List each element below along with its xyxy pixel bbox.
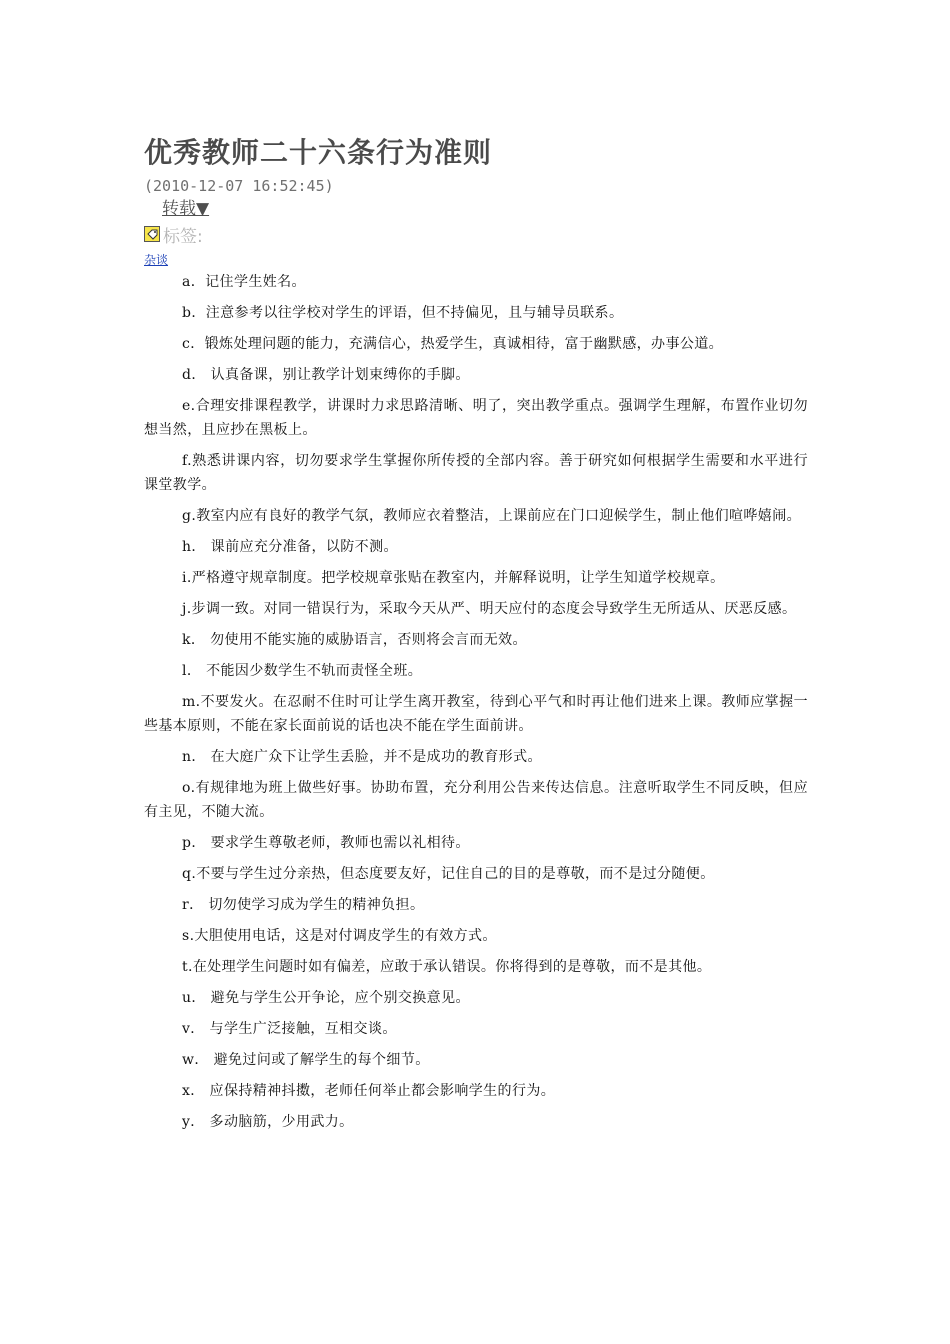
rule-item: l． 不能因少数学生不轨而责怪全班。 xyxy=(182,663,423,679)
tag-row xyxy=(144,223,808,245)
rule-item: f.熟悉讲课内容，切勿要求学生掌握你所传授的全部内容。善于研究如何根据学生需要和水平进行课堂教学。 xyxy=(144,453,808,493)
rule-item: n． 在大庭广众下让学生丢脸，并不是成功的教育形式。 xyxy=(182,749,542,765)
rules-list xyxy=(144,270,808,1134)
rule-item: w． 避免过问或了解学生的每个细节。 xyxy=(182,1052,430,1068)
rule-item: t.在处理学生问题时如有偏差，应敢于承认错误。你将得到的是尊敬，而不是其他。 xyxy=(182,959,712,975)
rule-item: e.合理安排课程教学，讲课时力求思路清晰、明了，突出教学重点。强调学生理解，布置作业切勿想当然，且应抄在黑板上。 xyxy=(144,398,808,438)
tag-label: 标签: xyxy=(163,226,203,247)
rule-item: a．记住学生姓名。 xyxy=(182,274,306,290)
rule-item: x． 应保持精神抖擞，老师任何举止都会影响学生的行为。 xyxy=(182,1083,556,1099)
rule-item: p． 要求学生尊敬老师，教师也需以礼相待。 xyxy=(182,835,470,851)
tag-link-zatan[interactable]: 杂谈 xyxy=(144,253,169,267)
rule-item: q.不要与学生过分亲热，但态度要友好，记住自己的目的是尊敬，而不是过分随便。 xyxy=(182,866,715,882)
rule-item: m.不要发火。在忍耐不住时可让学生离开教室，待到心平气和时再让他们进来上课。教师应掌握一些基本原则，不能在家长面前说的话也决不能在学生面前讲。 xyxy=(144,694,808,734)
rule-item: v． 与学生广泛接触，互相交谈。 xyxy=(182,1021,397,1037)
rule-item: u． 避免与学生公开争论，应个别交换意见。 xyxy=(182,990,470,1006)
article-title: 优秀教师二十六条行为准则 xyxy=(144,136,493,169)
rule-item: h． 课前应充分准备，以防不测。 xyxy=(182,539,398,555)
tag-icon xyxy=(144,226,160,242)
repost-button[interactable]: 转载▼ xyxy=(162,199,210,219)
article xyxy=(144,133,808,1141)
rule-item: r． 切勿使学习成为学生的精神负担。 xyxy=(182,897,425,913)
rule-item: y． 多动脑筋，少用武力。 xyxy=(182,1114,354,1130)
rule-item: g.教室内应有良好的教学气氛，教师应衣着整洁，上课前应在门口迎候学生，制止他们喧哗嬉闹。 xyxy=(182,508,802,524)
rule-item: i.严格遵守规章制度。把学校规章张贴在教室内，并解释说明，让学生知道学校规章。 xyxy=(182,570,725,586)
rule-item: j.步调一致。对同一错误行为，采取今天从严、明天应付的态度会导致学生无所适从、厌恶反感。 xyxy=(182,601,797,617)
rule-item: c．锻炼处理问题的能力，充满信心，热爱学生，真诚相待，富于幽默感，办事公道。 xyxy=(182,336,724,352)
rule-item: s.大胆使用电话，这是对付调皮学生的有效方式。 xyxy=(182,928,497,944)
article-timestamp: (2010-12-07 16:52:45) xyxy=(144,177,334,195)
rule-item: d． 认真备课，别让教学计划束缚你的手脚。 xyxy=(182,367,470,383)
rule-item: o.有规律地为班上做些好事。协助布置，充分利用公告来传达信息。注意听取学生不同反映，但应有主见，不随大流。 xyxy=(144,780,808,820)
rule-item: k． 勿使用不能实施的威胁语言，否则将会言而无效。 xyxy=(182,632,527,648)
rule-item: b．注意参考以往学校对学生的评语，但不持偏见，且与辅导员联系。 xyxy=(182,305,624,321)
